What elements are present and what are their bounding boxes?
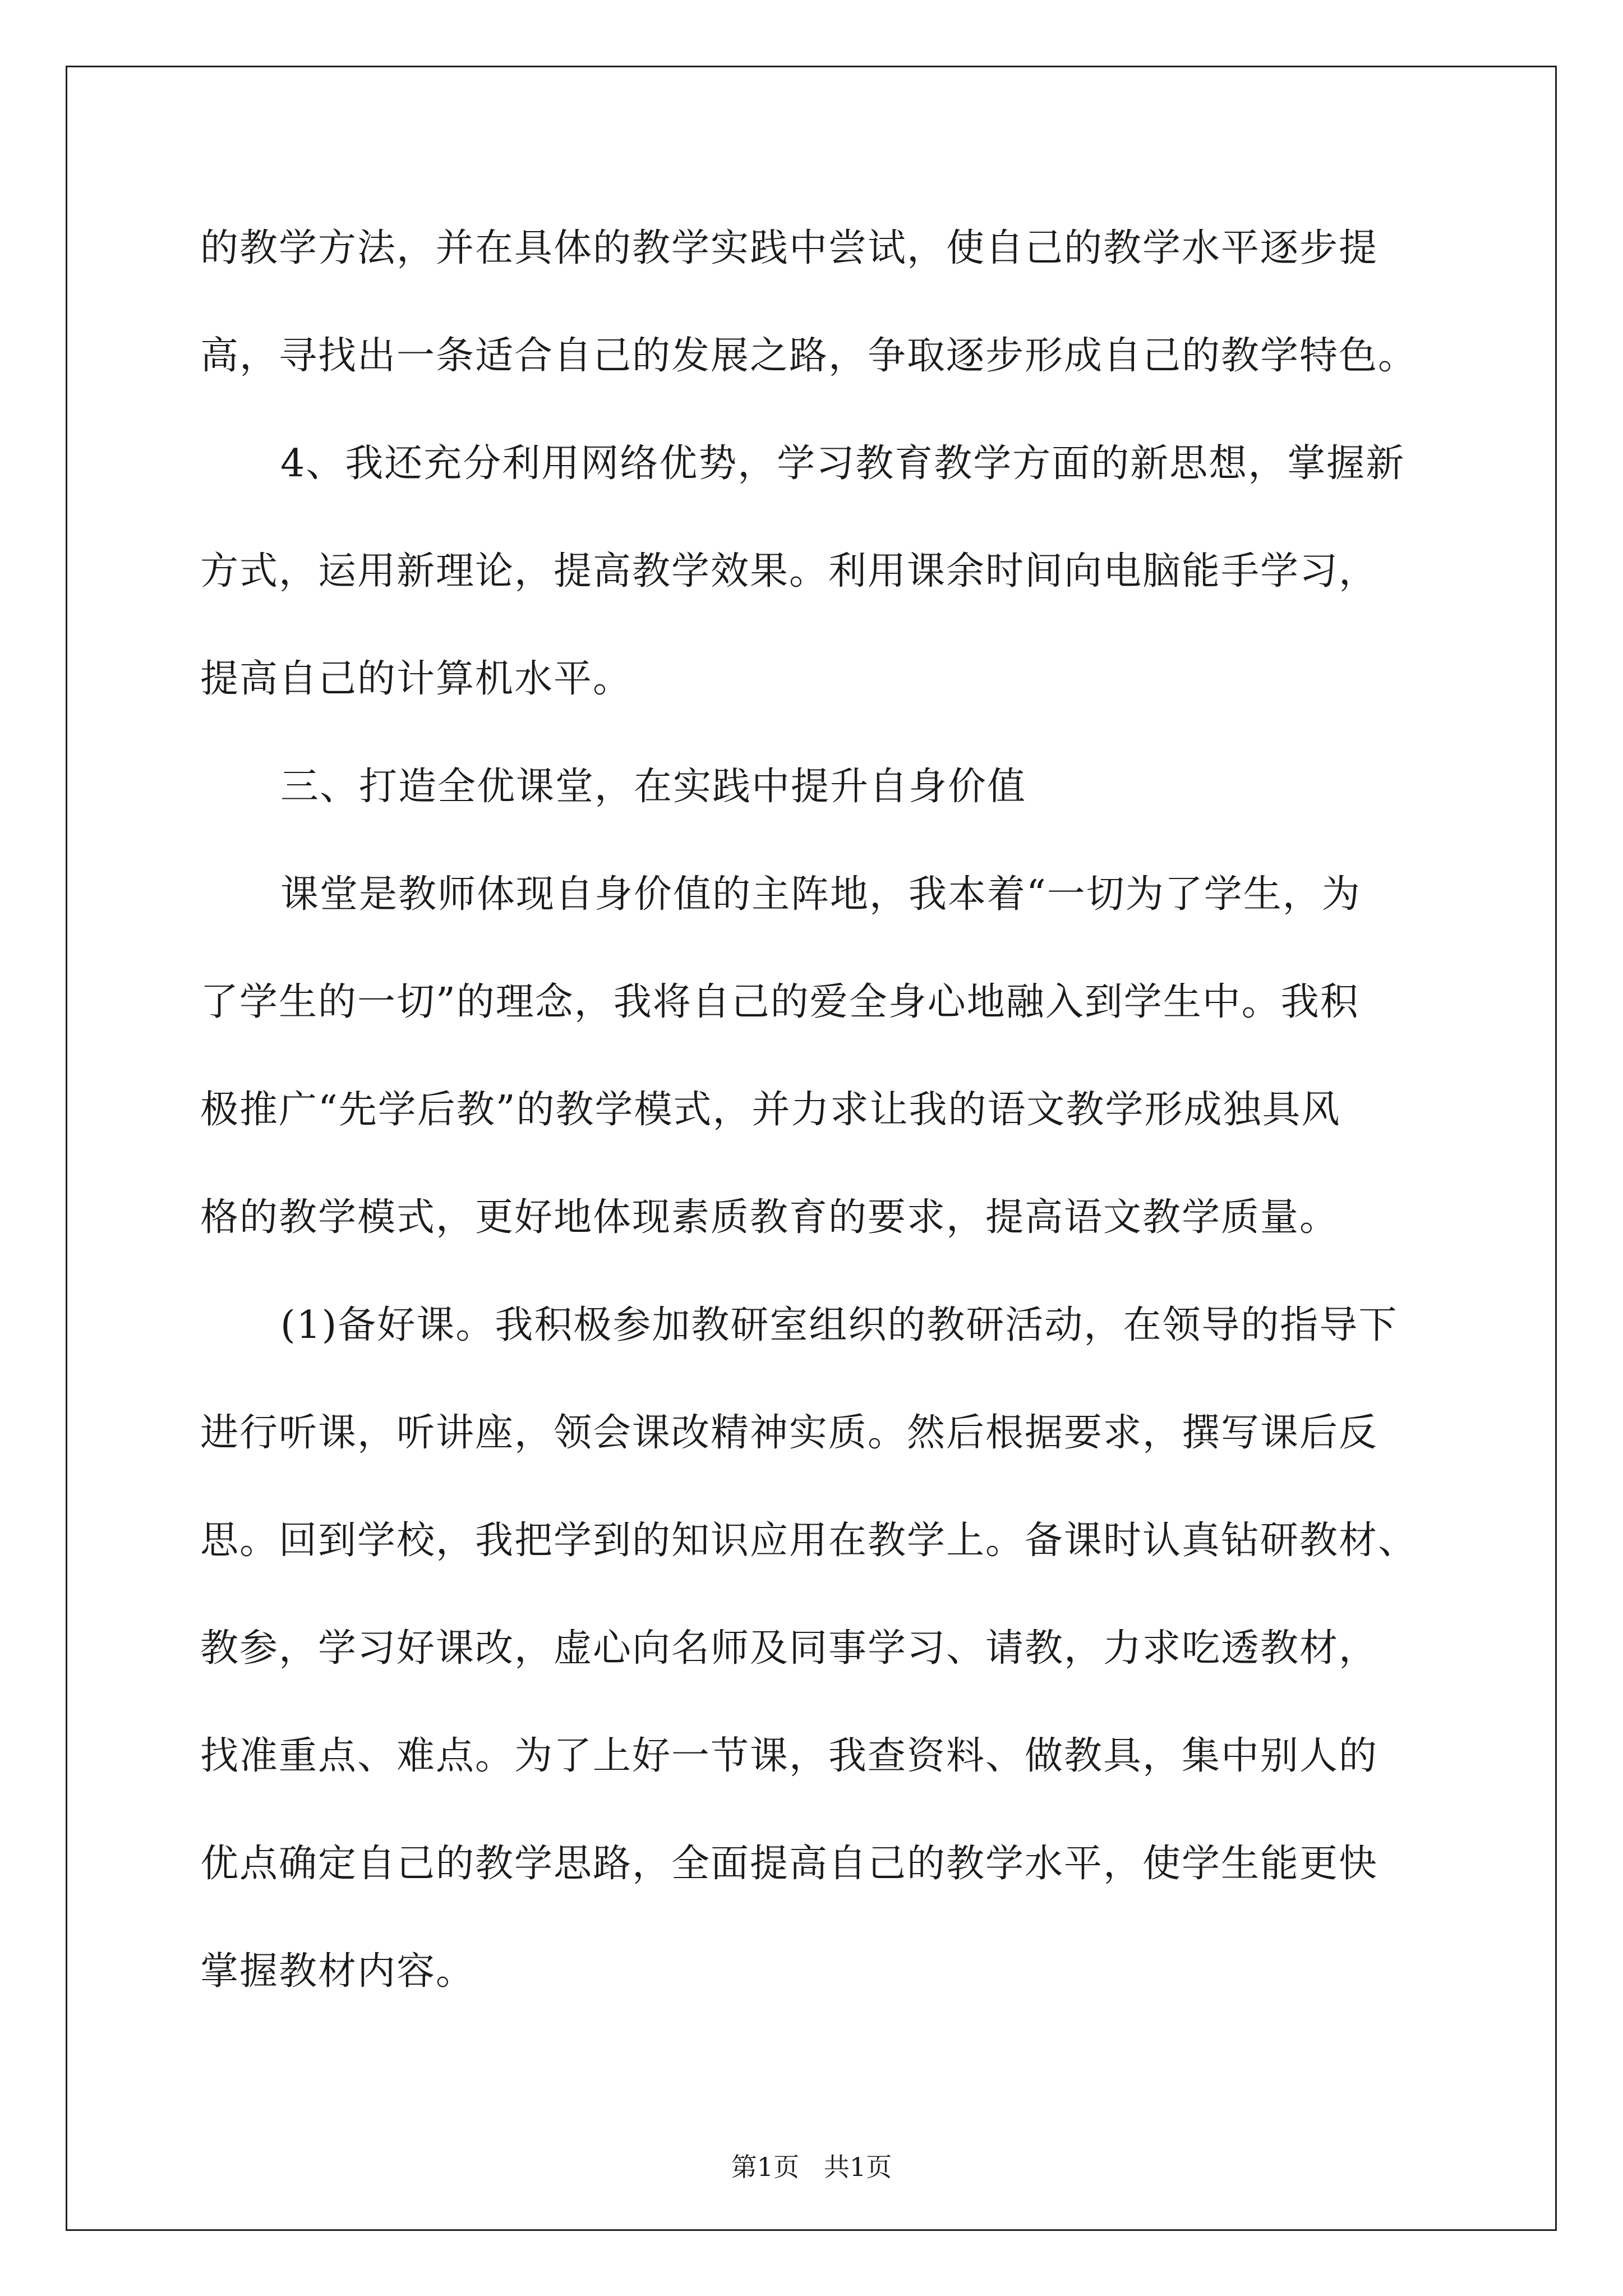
text-line: 进行听课，听讲座，领会课改精神实质。然后根据要求，撰写课后反 bbox=[200, 1411, 1378, 1455]
page-footer: 第1页 共1页 bbox=[731, 2152, 892, 2182]
text-line: 找准重点、难点。为了上好一节课，我查资料、做教具，集中别人的 bbox=[200, 1734, 1378, 1778]
text-line: 了学生的一切”的理念，我将自己的爱全身心地融入到学生中。我积 bbox=[200, 980, 1359, 1024]
text-line: 思。回到学校，我把学到的知识应用在教学上。备课时认真钻研教材、 bbox=[200, 1519, 1418, 1563]
text-line: 4、我还充分利用网络优势，学习教育教学方面的新思想，掌握新 bbox=[280, 441, 1405, 486]
text-line: 高，寻找出一条适合自己的发展之路，争取逐步形成自己的教学特色。 bbox=[200, 334, 1418, 378]
text-line: 教参，学习好课改，虚心向名师及同事学习、请教，力求吃透教材， bbox=[200, 1626, 1378, 1671]
text-line: 极推广“先学后教”的教学模式，并力求让我的语文教学形成独具风 bbox=[200, 1088, 1341, 1132]
text-line: 掌握教材内容。 bbox=[200, 1949, 476, 1994]
page-border bbox=[66, 66, 1557, 2231]
text-line: 课堂是教师体现自身价值的主阵地，我本着“一切为了学生，为 bbox=[280, 872, 1361, 917]
text-line: 格的教学模式，更好地体现素质教育的要求，提高语文教学质量。 bbox=[200, 1195, 1339, 1240]
section-heading: 三、打造全优课堂，在实践中提升自身价值 bbox=[280, 765, 1027, 809]
text-line: 优点确定自己的教学思路，全面提高自己的教学水平，使学生能更快 bbox=[200, 1842, 1378, 1886]
text-line: (1)备好课。我积极参加教研室组织的教研活动，在领导的指导下 bbox=[280, 1303, 1398, 1347]
text-line: 方式，运用新理论，提高教学效果。利用课余时间向电脑能手学习， bbox=[200, 549, 1378, 593]
text-line: 的教学方法，并在具体的教学实践中尝试，使自己的教学水平逐步提 bbox=[200, 226, 1378, 270]
text-line: 提高自己的计算机水平。 bbox=[200, 657, 633, 701]
